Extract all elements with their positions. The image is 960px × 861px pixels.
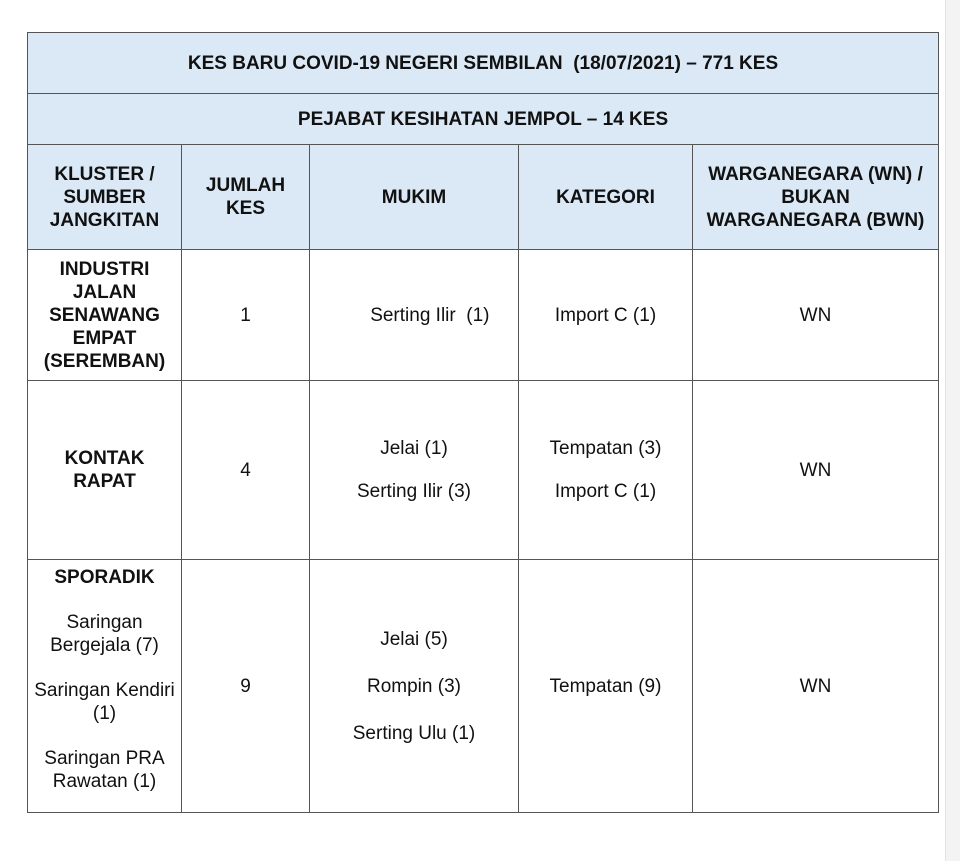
cell-mukim — [310, 560, 519, 813]
kategori-item: Tempatan (9) — [549, 675, 662, 697]
table-row — [28, 560, 939, 813]
header-jumlah: JUMLAH KES — [182, 145, 310, 250]
cell-kategori — [519, 560, 693, 813]
kluster-title: SPORADIK — [54, 567, 155, 588]
mukim-item: Jelai (1) — [380, 438, 448, 459]
cell-wn: WN — [693, 250, 939, 381]
header-warganegara: WARGANEGARA (WN) / BUKAN WARGANEGARA (BWN) — [693, 145, 939, 250]
kategori-item: Import C (1) — [554, 481, 657, 502]
cell-jumlah: 1 — [182, 250, 310, 381]
cell-mukim — [310, 381, 519, 560]
table-row — [28, 381, 939, 560]
covid-cases-table — [27, 32, 939, 813]
header-row — [28, 145, 939, 250]
header-kategori: KATEGORI — [519, 145, 693, 250]
mukim-item: Rompin (3) — [367, 675, 461, 697]
cell-kluster — [28, 560, 182, 813]
table-row — [28, 250, 939, 381]
cell-kategori — [519, 381, 693, 560]
mukim-item: Serting Ilir (3) — [356, 481, 472, 502]
cell-wn: WN — [693, 560, 939, 813]
table-subtitle: PEJABAT KESIHATAN JEMPOL – 14 KES — [28, 94, 939, 145]
cell-wn: WN — [693, 381, 939, 560]
source-item: Saringan Bergejala (7) — [50, 612, 159, 656]
cell-kluster: KONTAK RAPAT — [28, 381, 182, 560]
mukim-item: Jelai (5) — [380, 628, 448, 650]
header-kluster: KLUSTER / SUMBER JANGKITAN — [28, 145, 182, 250]
mukim-item: Serting Ulu (1) — [352, 722, 476, 744]
source-item: Saringan Kendiri (1) — [34, 680, 175, 724]
table-title: KES BARU COVID-19 NEGERI SEMBILAN (18/07/2021) – 771 KES — [28, 33, 939, 94]
table-subtitle-row — [28, 94, 939, 145]
table-title-row — [28, 33, 939, 94]
cell-kluster: INDUSTRI JALAN SENAWANG EMPAT (SEREMBAN) — [28, 250, 182, 381]
cell-jumlah: 9 — [182, 560, 310, 813]
page-edge — [945, 0, 960, 861]
cell-jumlah: 4 — [182, 381, 310, 560]
header-mukim: MUKIM — [310, 145, 519, 250]
cell-mukim — [310, 250, 519, 381]
kategori-item: Tempatan (3) — [549, 438, 662, 459]
mukim-item: Serting Ilir (1) — [370, 304, 490, 326]
cell-kategori — [519, 250, 693, 381]
source-item: Saringan PRA Rawatan (1) — [44, 748, 165, 792]
kategori-item: Import C (1) — [554, 304, 657, 326]
